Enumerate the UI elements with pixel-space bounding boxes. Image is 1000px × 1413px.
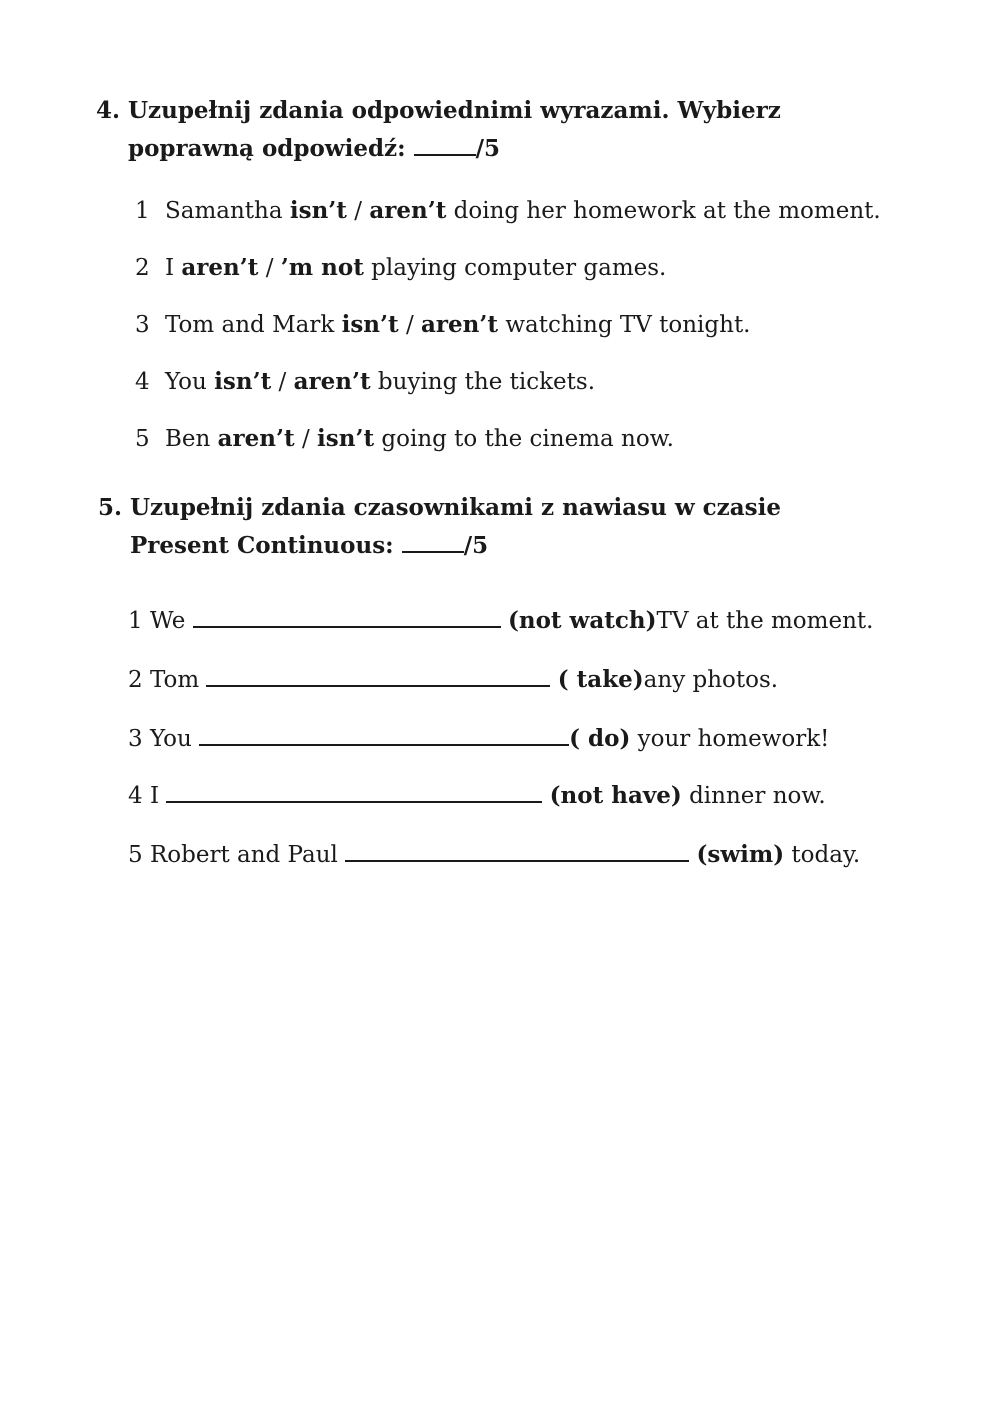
- s5-item-3-answer-blank[interactable]: [199, 724, 569, 746]
- s4-item-3-option-b[interactable]: aren’t: [421, 311, 499, 338]
- section-5-title-line2: Present Continuous: /5: [130, 532, 489, 559]
- s5-item-5: 5 Robert and Paul (swim) today.: [128, 841, 861, 868]
- section-4-score-blank[interactable]: [414, 134, 476, 156]
- s4-item-5-option-b[interactable]: isn’t: [317, 425, 375, 452]
- s5-item-3: 3 You ( do) your homework!: [128, 725, 830, 752]
- s5-item-4-answer-blank[interactable]: [166, 781, 542, 803]
- s4-item-4-option-b[interactable]: aren’t: [293, 368, 371, 395]
- section-5-score-blank[interactable]: [402, 531, 464, 553]
- section-4-title: [96, 92, 781, 168]
- section-4-score: /5: [475, 135, 501, 162]
- s4-item-1-option-b[interactable]: aren’t: [369, 197, 447, 224]
- s4-item-4: 4 You isn’t / aren’t buying the tickets.: [135, 368, 596, 395]
- s4-item-1-option-a[interactable]: isn’t: [289, 197, 347, 224]
- s5-item-4: 4 I (not have) dinner now.: [128, 782, 826, 809]
- section-4-title-line1: Uzupełnij zdania odpowiednimi wyrazami. Wybierz: [128, 97, 781, 124]
- section-5-score: /5: [463, 532, 489, 559]
- s5-item-2-answer-blank[interactable]: [206, 665, 550, 687]
- s5-item-1-answer-blank[interactable]: [193, 606, 501, 628]
- s5-item-5-answer-blank[interactable]: [345, 840, 689, 862]
- section-4-number: 4.: [96, 97, 121, 124]
- s4-item-1: 1 Samantha isn’t / aren’t doing her homework at the moment.: [135, 197, 881, 224]
- s4-item-2: 2 I aren’t / ’m not playing computer games.: [135, 254, 667, 281]
- s4-item-2-option-b[interactable]: ’m not: [280, 254, 364, 281]
- s4-item-3: 3 Tom and Mark isn’t / aren’t watching TV tonight.: [135, 311, 751, 338]
- s5-item-2: 2 Tom ( take)any photos.: [128, 666, 779, 693]
- s4-item-5-option-a[interactable]: aren’t: [217, 425, 295, 452]
- s5-item-1-verb: (not watch): [507, 607, 657, 634]
- s5-item-2-verb: ( take): [557, 666, 644, 693]
- s5-item-1: 1 We (not watch)TV at the moment.: [128, 607, 874, 634]
- section-5-title-line1: Uzupełnij zdania czasownikami z nawiasu w czasie: [130, 494, 781, 521]
- s4-item-3-option-a[interactable]: isn’t: [341, 311, 399, 338]
- s5-item-5-verb: (swim): [696, 841, 785, 868]
- section-5-number: 5.: [98, 494, 123, 521]
- s5-item-3-verb: ( do): [569, 725, 631, 752]
- s5-item-4-verb: (not have): [549, 782, 682, 809]
- section-4-title-line2: poprawną odpowiedź: /5: [128, 135, 501, 162]
- section-5-title: [98, 489, 781, 565]
- s4-item-2-option-a[interactable]: aren’t: [181, 254, 259, 281]
- s4-item-4-option-a[interactable]: isn’t: [214, 368, 272, 395]
- s4-item-5: 5 Ben aren’t / isn’t going to the cinema now.: [135, 425, 674, 452]
